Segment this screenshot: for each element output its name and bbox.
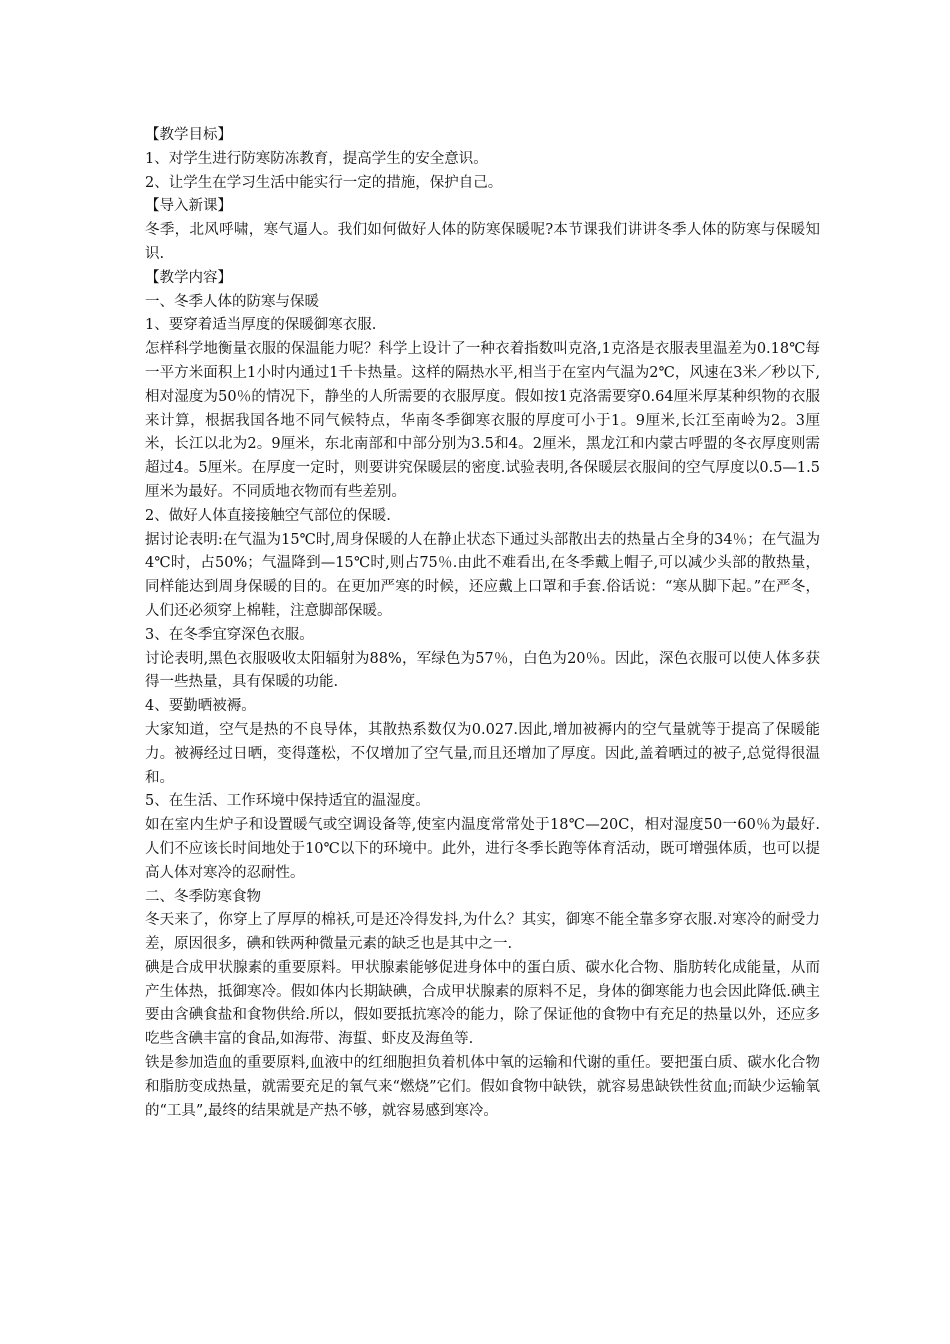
section-heading-2: 二、冬季防寒食物 <box>145 888 261 905</box>
heading-teaching-content: 【教学内容】 <box>145 269 232 286</box>
paragraph-temperature-humidity: 如在室内生炉子和设置暖气或空调设备等,使室内温度常常处于18℃—20C，相对湿度50一60％为最好.人们不应该长时间地处于10℃以下的环境中。此外，进行冬季长跑等体育活动，既可增强体质，也可以提高人体对寒冷的忍耐性。 <box>145 817 820 881</box>
subheading-1-4: 4、要勤晒被褥。 <box>145 698 256 715</box>
goal-item-2: 2、让学生在学习生活中能实行一定的措施，保护自己。 <box>145 174 503 191</box>
paragraph-bedding: 大家知道，空气是热的不良导体，其散热系数仅为0.027.因此,增加被褥内的空气量就等于提高了保暖能力。被褥经过日晒，变得蓬松，不仅增加了空气量,而且还增加了厚度。因此,盖着晒过的被子,总觉得很温和。 <box>145 721 820 786</box>
paragraph-cold-tolerance: 冬天来了，你穿上了厚厚的棉袄,可是还冷得发抖,为什么？其实，御寒不能全靠多穿衣服.对寒冷的耐受力差，原因很多，碘和铁两种微量元素的缺乏也是其中之一. <box>145 912 820 953</box>
paragraph-dark-clothing: 讨论表明,黑色衣服吸收太阳辐射为88%，军绿色为57％，白色为20％。因此，深色衣服可以使人体多获得一些热量，具有保暖的功能. <box>145 650 820 691</box>
document-body <box>145 124 820 1123</box>
paragraph-iron: 铁是参加造血的重要原料,血液中的红细胞担负着机体中氧的运输和代谢的重任。要把蛋白质、碳水化合物和脂肪变成热量，就需要充足的氧气来“燃烧”它们。假如食物中缺铁，就容易患缺铁性贫血;而缺少运输氧的“工具”,最终的结果就是产热不够，就容易感到寒冷。 <box>145 1055 820 1119</box>
subheading-1-5: 5、在生活、工作环境中保持适宜的温湿度。 <box>145 793 430 810</box>
paragraph-head-warmth: 据讨论表明:在气温为15℃时,周身保暖的人在静止状态下通过头部散出去的热量占全身的34％；在气温为4℃时，占50%；气温降到—15℃时,则占75％.由此不难看出,在冬季戴上帽子,可以减少头部的散热量，同样能达到周身保暖的目的。在更加严寒的时候，还应戴上口罩和手套.俗话说：“寒从脚下起。”在严冬，人们还必须穿上棉鞋，注意脚部保暖。 <box>145 531 820 619</box>
goal-item-1: 1、对学生进行防寒防冻教育，提高学生的安全意识。 <box>145 150 488 167</box>
paragraph-clothing-insulation: 怎样科学地衡量衣服的保温能力呢？科学上设计了一种衣着指数叫克洛,1克洛是衣服表里温差为0.18℃每一平方米面积上1小时内通过1千卡热量。这样的隔热水平,相当于在室内气温为2℃，风速在3米／秒以下,相对湿度为50％的情况下，静坐的人所需要的衣服厚度。假如按1克洛需要穿0.64厘米厚某种织物的衣服来计算，根据我国各地不同气候特点，华南冬季御寒衣服的厚度可小于1。9厘米,长江至南岭为2。3厘米，长江以北为2。9厘米，东北南部和中部分别为3.5和4。2厘米，黑龙江和内蒙古呼盟的冬衣厚度则需超过4。5厘米。在厚度一定时，则要讲究保暖层的密度.试验表明,各保暖层衣服间的空气厚度以0.5—1.5厘米为最好。不同质地衣物而有些差别。 <box>145 341 820 500</box>
introduction-paragraph: 冬季，北风呼啸，寒气逼人。我们如何做好人体的防寒保暖呢?本节课我们讲讲冬季人体的防寒与保暖知识. <box>145 222 820 262</box>
heading-introduction: 【导入新课】 <box>145 198 232 215</box>
subheading-1-2: 2、做好人体直接接触空气部位的保暖. <box>145 507 391 524</box>
heading-teaching-goals: 【教学目标】 <box>145 127 232 143</box>
section-heading-1: 一、冬季人体的防寒与保暖 <box>145 293 319 310</box>
paragraph-iodine: 碘是合成甲状腺素的重要原料。甲状腺素能够促进身体中的蛋白质、碳水化合物、脂肪转化成能量，从而产生体热，抵御寒冷。假如体内长期缺碘，合成甲状腺素的原料不足，身体的御寒能力也会因此降低.碘主要由含碘食盐和食物供给.所以，假如要抵抗寒冷的能力，除了保证他的食物中有充足的热量以外，还应多吃些含碘丰富的食品,如海带、海蜇、虾皮及海鱼等. <box>145 959 820 1048</box>
subheading-1-3: 3、在冬季宜穿深色衣服。 <box>145 626 314 643</box>
subheading-1-1: 1、要穿着适当厚度的保暖御寒衣服. <box>145 317 377 334</box>
